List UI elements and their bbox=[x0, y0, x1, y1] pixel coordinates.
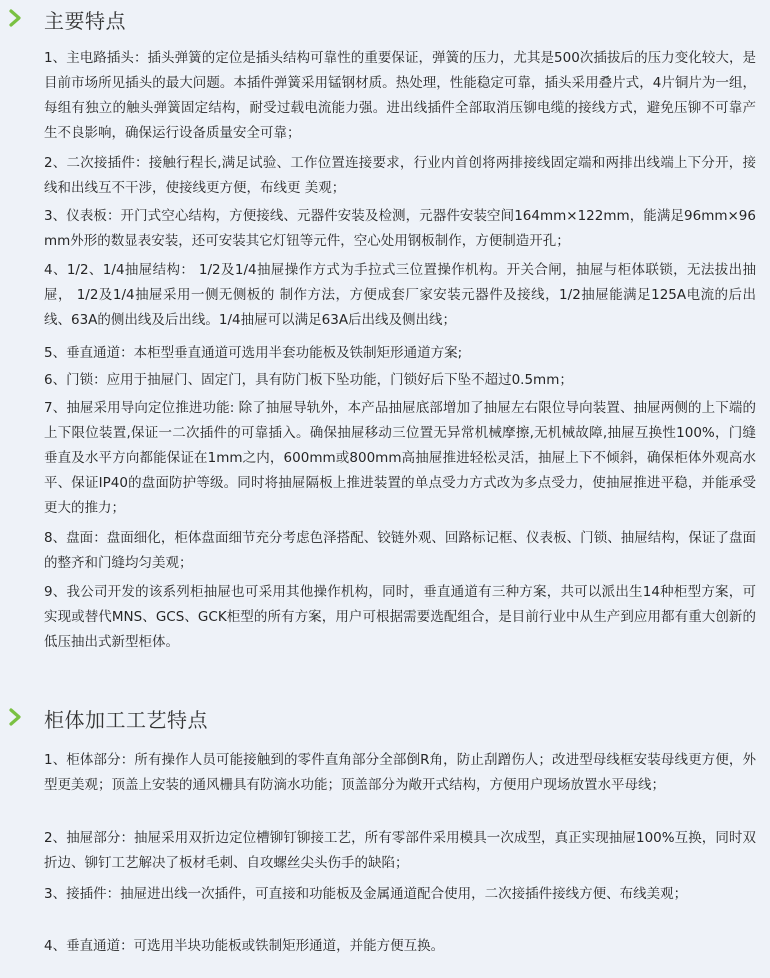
chevron-right-icon bbox=[4, 7, 26, 29]
paragraph: 6、门锁：应用于抽屉门、固定门，具有防门板下坠功能，门锁好后下坠不超过0.5mm； bbox=[44, 372, 573, 388]
paragraph: 7、抽屉采用导向定位推进功能: 除了抽屉导轨外，本产品抽屉底部增加了抽屉左右限位导向装置、抽屉两侧的上下端的上下限位装置,保证一二次插件的可靠插入。确保抽屉移动三位置无异常机械摩擦,无机械故障,抽屉互换性100%，门缝垂直及水平方向都能保证在1mm之内，600mm或800mm高抽屉推进轻松灵活，抽屉上下不倾斜，确保柜体外观高水平、保证IP40的盘面防护等级。同时将抽屉隔板上推进装置的单点受力方式改为多点受力，使抽屉推进平稳，并能承受更大的推力； bbox=[44, 400, 756, 516]
paragraph: 1、主电路插头：插头弹簧的定位是插头结构可靠性的重要保证，弹簧的压力，尤其是500次插拔后的压力变化较大，是目前市场所见插头的最大问题。本插件弹簧采用锰钢材质。热处理，性能稳定可靠，插头采用叠片式，4片铜片为一组，每组有独立的触头弹簧固定结构，耐受过载电流能力强。进出线插件全部取消压铆电缆的接线方式，避免压铆不可靠产生不良影响，确保运行设备质量安全可靠； bbox=[44, 50, 756, 141]
paragraph: 4、1/2、1/4抽屉结构： 1/2及1/4抽屉操作方式为手拉式三位置操作机构。开关合闸，抽屉与柜体联锁，无法拔出抽屉， 1/2及1/4抽屉采用一侧无侧板的 制作方法，方便成套厂家安装元器件及接线，1/2抽屉能满足125A电流的后出线、63A的侧出线及后出线。1/4抽屉可以满足63A后出线及侧出线； bbox=[44, 262, 756, 328]
paragraph: 4、垂直通道：可选用半块功能板或铁制矩形通道，并能方便互换。 bbox=[44, 938, 445, 954]
paragraph: 3、接插件：抽屉进出线一次插件，可直接和功能板及金属通道配合使用，二次接插件接线方便、布线美观； bbox=[44, 886, 688, 902]
paragraph: 1、柜体部分：所有操作人员可能接触到的零件直角部分全部倒R角，防止刮蹭伤人；改进型母线框安装母线更方便，外型更美观；顶盖上安装的通风栅具有防滴水功能；顶盖部分为敞开式结构，方便用户现场放置水平母线； bbox=[44, 752, 756, 793]
paragraph: 9、我公司开发的该系列柜抽屉也可采用其他操作机构，同时，垂直通道有三种方案，共可以派出生14种柜型方案，可实现或替代MNS、GCS、GCK柜型的所有方案，用户可根据需要选配组合，是目前行业中从生产到应用都有重大创新的低压抽出式新型柜体。 bbox=[44, 584, 756, 650]
section-title: 柜体加工工艺特点 bbox=[44, 708, 208, 732]
paragraph: 5、垂直通道：本柜型垂直通道可选用半套功能板及铁制矩形通道方案; bbox=[44, 345, 463, 361]
paragraph: 3、仪表板：开门式空心结构，方便接线、元器件安装及检测，元器件安装空间164mm×122mm，能满足96mm×96mm外形的数显表安装，还可安装其它灯钮等元件，空心处用钢板制作，方便制造开孔； bbox=[44, 208, 756, 249]
chevron-right-icon bbox=[4, 706, 26, 728]
paragraph: 8、盘面：盘面细化，柜体盘面细节充分考虑色泽搭配、铰链外观、回路标记框、仪表板、门锁、抽屉结构，保证了盘面的整齐和门缝均匀美观； bbox=[44, 530, 756, 571]
paragraph: 2、抽屉部分：抽屉采用双折边定位槽铆钉铆接工艺，所有零部件采用模具一次成型，真正实现抽屉100%互换，同时双折边、铆钉工艺解决了板材毛刺、自攻螺丝尖头伤手的缺陷； bbox=[44, 830, 756, 871]
paragraph: 2、二次接插件：接触行程长,满足试验、工作位置连接要求，行业内首创将两排接线固定端和两排出线端上下分开，接线和出线互不干涉，使接线更方便，布线更 美观； bbox=[44, 155, 756, 196]
section-title: 主要特点 bbox=[44, 9, 126, 33]
